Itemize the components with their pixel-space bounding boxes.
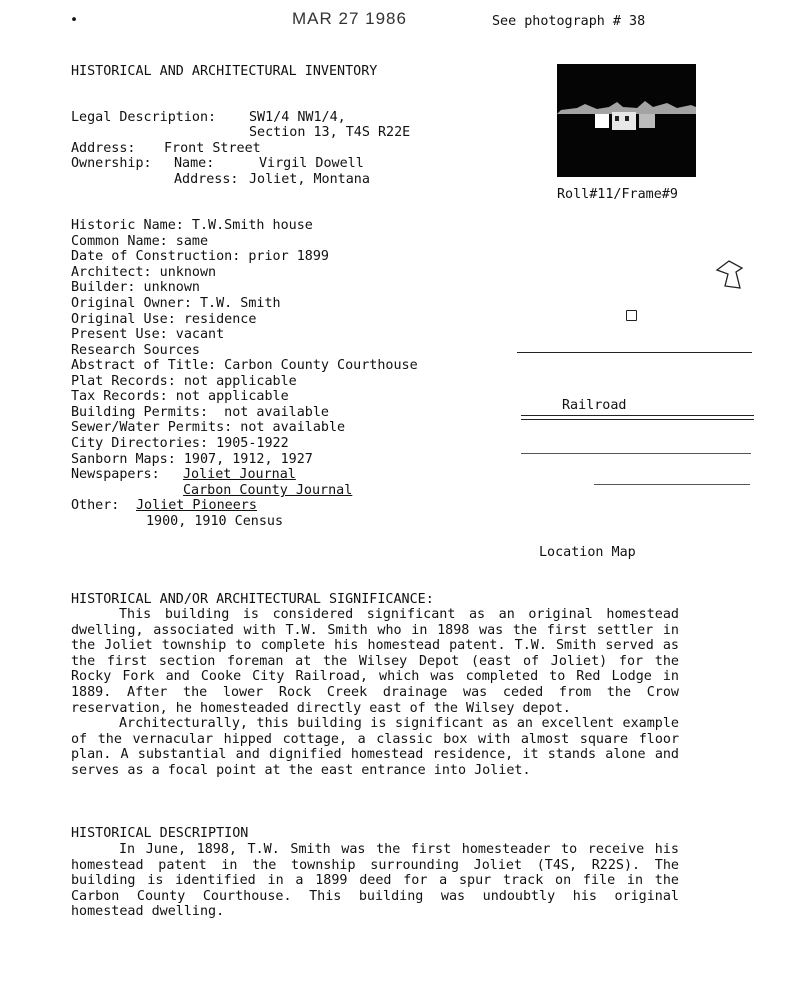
- research-sources-heading: Research Sources: [71, 343, 200, 358]
- photograph-reference: See photograph # 38: [492, 14, 646, 29]
- address-label: Address:: [71, 141, 136, 156]
- original-use: Original Use: residence: [71, 312, 257, 327]
- ownership-label: Ownership:: [71, 156, 152, 171]
- other-sources-label: Other:: [71, 498, 120, 513]
- photo-caption: Roll#11/Frame#9: [557, 187, 678, 202]
- legal-description-label: Legal Description:: [71, 110, 217, 125]
- newspapers-label: Newspapers:: [71, 467, 160, 482]
- margin-dot: •: [70, 13, 79, 28]
- railroad-track-line-1: [521, 415, 754, 416]
- other-census: 1900, 1910 Census: [146, 514, 284, 529]
- tax-records: Tax Records: not applicable: [71, 389, 289, 404]
- owner-name: Virgil Dowell: [259, 156, 364, 171]
- newspaper-joliet-journal: Joliet Journal: [183, 467, 296, 482]
- builder: Builder: unknown: [71, 280, 200, 295]
- address-value: Front Street: [164, 141, 261, 156]
- common-name: Common Name: same: [71, 234, 209, 249]
- sanborn-maps: Sanborn Maps: 1907, 1912, 1927: [71, 452, 313, 467]
- page-title: HISTORICAL AND ARCHITECTURAL INVENTORY: [71, 64, 378, 79]
- other-joliet-pioneers: Joliet Pioneers: [136, 498, 257, 513]
- north-arrow-icon: [709, 258, 749, 292]
- newspaper-carbon-county-journal: Carbon County Journal: [183, 483, 353, 498]
- building-location-marker: [626, 310, 637, 321]
- building-photograph: [557, 64, 696, 177]
- photo-content: [557, 64, 696, 177]
- legal-description-line2: Section 13, T4S R22E: [249, 125, 411, 140]
- plat-records: Plat Records: not applicable: [71, 374, 297, 389]
- significance-text: [71, 607, 679, 779]
- railroad-track-line-2: [521, 419, 754, 420]
- map-road-line: [521, 453, 751, 454]
- description-text: [71, 842, 679, 920]
- sewer-water-permits: Sewer/Water Permits: not available: [71, 420, 346, 435]
- building-permits: Building Permits: not available: [71, 405, 329, 420]
- map-street-line: [517, 352, 752, 353]
- significance-paragraph-2: Architecturally, this building is significant as an excellent example of the vernacular hipped cottage, a classic box with almost square floor plan. A substantial and dignified homestead residence, it stands alone and serves as a focal point at the east entrance into Joliet.: [71, 716, 679, 778]
- description-heading: HISTORICAL DESCRIPTION: [71, 826, 249, 841]
- owner-address: Joliet, Montana: [249, 172, 370, 187]
- description-paragraph-1: In June, 1898, T.W. Smith was the first homesteader to receive his homestead patent in the township surrounding Joliet (T4S, R22S). The building is identified in a 1899 deed for a spur track on file in the Carbon County Courthouse. This building was undoubtly his original homestead dwelling.: [71, 842, 679, 920]
- owner-name-label: Name:: [174, 156, 215, 171]
- architect: Architect: unknown: [71, 265, 217, 280]
- received-date-stamp: MAR 27 1986: [292, 9, 407, 28]
- abstract-of-title: Abstract of Title: Carbon County Courthouse: [71, 358, 418, 373]
- construction-date: Date of Construction: prior 1899: [71, 249, 329, 264]
- original-owner: Original Owner: T.W. Smith: [71, 296, 281, 311]
- railroad-label: Railroad: [562, 398, 627, 413]
- present-use: Present Use: vacant: [71, 327, 225, 342]
- city-directories: City Directories: 1905-1922: [71, 436, 289, 451]
- map-road-line-lower: [594, 484, 750, 485]
- significance-paragraph-1: This building is considered significant as an original homestead dwelling, associated with T.W. Smith who in 1898 was the first settler in the Joliet township to complete his homestead patent. T.W. Smith served as the first section foreman at the Wilsey Depot (east of Joliet) for the Rocky Fork and Cooke City Railroad, which was completed to Red Lodge in 1889. After the lower Rock Creek drainage was ceded from the Crow reservation, he homesteaded directly east of the Wilsey depot.: [71, 607, 679, 716]
- location-map-caption: Location Map: [539, 545, 636, 560]
- significance-heading: HISTORICAL AND/OR ARCHITECTURAL SIGNIFICANCE:: [71, 592, 434, 607]
- legal-description-line1: SW1/4 NW1/4,: [249, 110, 346, 125]
- historic-name: Historic Name: T.W.Smith house: [71, 218, 313, 233]
- owner-address-label: Address:: [174, 172, 239, 187]
